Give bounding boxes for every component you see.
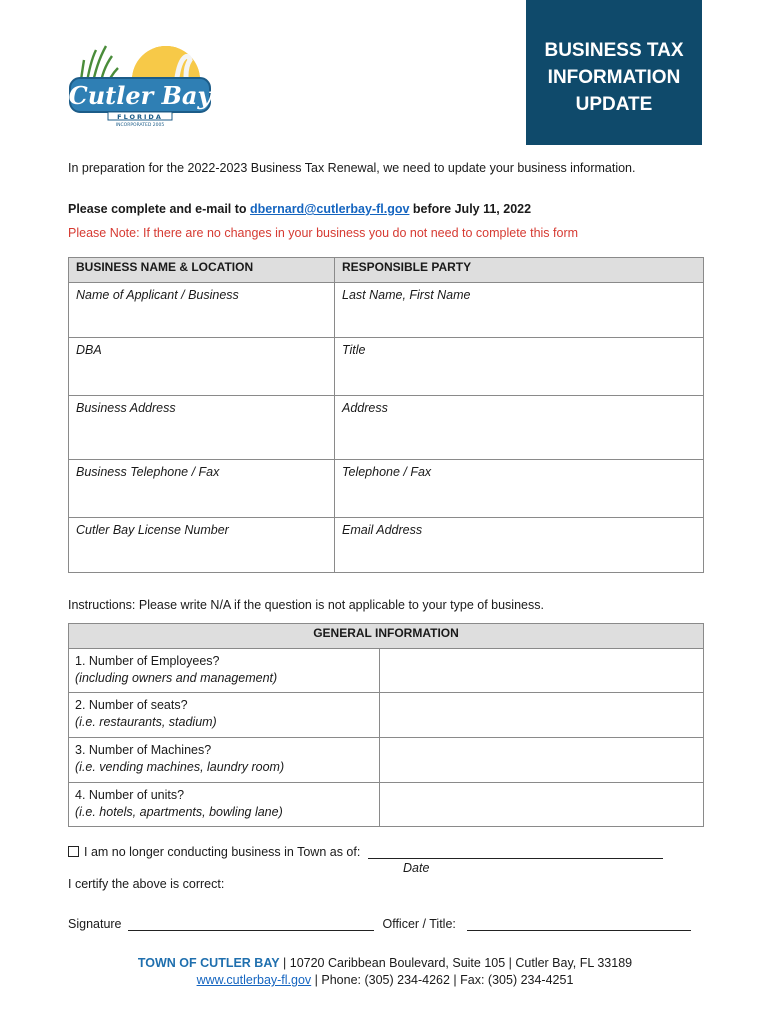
logo-state: FLORIDA [117, 113, 163, 121]
field-title[interactable]: Title [335, 338, 704, 396]
question-units: 4. Number of units? (i.e. hotels, apartments, bowling lane) [69, 783, 380, 827]
col-header-responsible: RESPONSIBLE PARTY [335, 258, 704, 283]
officer-title-line[interactable] [467, 930, 691, 931]
field-business-address[interactable]: Business Address [69, 396, 335, 460]
field-last-first-name[interactable]: Last Name, First Name [335, 283, 704, 338]
business-info-table [68, 257, 704, 573]
footer-contact: | Phone: (305) 234-4262 | Fax: (305) 234-4251 [311, 973, 574, 987]
signature-label: Signature [68, 917, 122, 931]
field-phone-fax[interactable]: Telephone / Fax [335, 460, 704, 518]
form-title: BUSINESS TAX INFORMATION UPDATE [544, 40, 684, 115]
logo-wordmark: Cutler Bay [68, 81, 212, 110]
answer-employees[interactable] [380, 649, 704, 693]
no-longer-conducting-row: I am no longer conducting business in Town as of: [68, 845, 663, 859]
general-info-header: GENERAL INFORMATION [69, 624, 704, 649]
field-dba[interactable]: DBA [69, 338, 335, 396]
instructions-text: Instructions: Please write N/A if the question is not applicable to your type of business. [68, 598, 544, 612]
submission-instruction: Please complete and e-mail to dbernard@cutlerbay-fl.gov before July 11, 2022 [68, 202, 532, 216]
logo-tagline: INCORPORATED 2005 [115, 123, 165, 126]
question-seats: 2. Number of seats? (i.e. restaurants, stadium) [69, 693, 380, 738]
answer-units[interactable] [380, 783, 704, 827]
footer-website-link[interactable]: www.cutlerbay-fl.gov [196, 973, 312, 987]
officer-title-label: Officer / Title: [382, 917, 456, 931]
answer-seats[interactable] [380, 693, 704, 738]
signature-line[interactable] [128, 930, 374, 931]
question-employees: 1. Number of Employees? (including owners and management) [69, 649, 380, 693]
form-title-box [526, 0, 702, 145]
footer-town: TOWN OF CUTLER BAY [137, 956, 280, 970]
intro-text: In preparation for the 2022-2023 Business Tax Renewal, we need to update your business information. [68, 161, 636, 175]
field-business-phone-fax[interactable]: Business Telephone / Fax [69, 460, 335, 518]
footer [0, 955, 770, 989]
email-link[interactable]: dbernard@cutlerbay-fl.gov [250, 202, 410, 216]
col-header-business: BUSINESS NAME & LOCATION [69, 258, 335, 283]
signature-row [68, 917, 691, 931]
general-info-table [68, 623, 704, 827]
date-line[interactable] [368, 858, 663, 859]
field-applicant-name[interactable]: Name of Applicant / Business [69, 283, 335, 338]
answer-machines[interactable] [380, 738, 704, 783]
certify-text: I certify the above is correct: [68, 877, 225, 891]
field-email[interactable]: Email Address [335, 518, 704, 573]
field-address[interactable]: Address [335, 396, 704, 460]
no-longer-checkbox[interactable] [68, 846, 79, 857]
no-change-note: Please Note: If there are no changes in your business you do not need to complete this form [68, 226, 579, 240]
date-label: Date [403, 861, 430, 875]
field-license-number[interactable]: Cutler Bay License Number [69, 518, 335, 573]
question-machines: 3. Number of Machines? (i.e. vending machines, laundry room) [69, 738, 380, 783]
cutler-bay-logo [66, 42, 222, 126]
footer-address: | 10720 Caribbean Boulevard, Suite 105 | Cutler Bay, FL 33189 [279, 956, 633, 970]
